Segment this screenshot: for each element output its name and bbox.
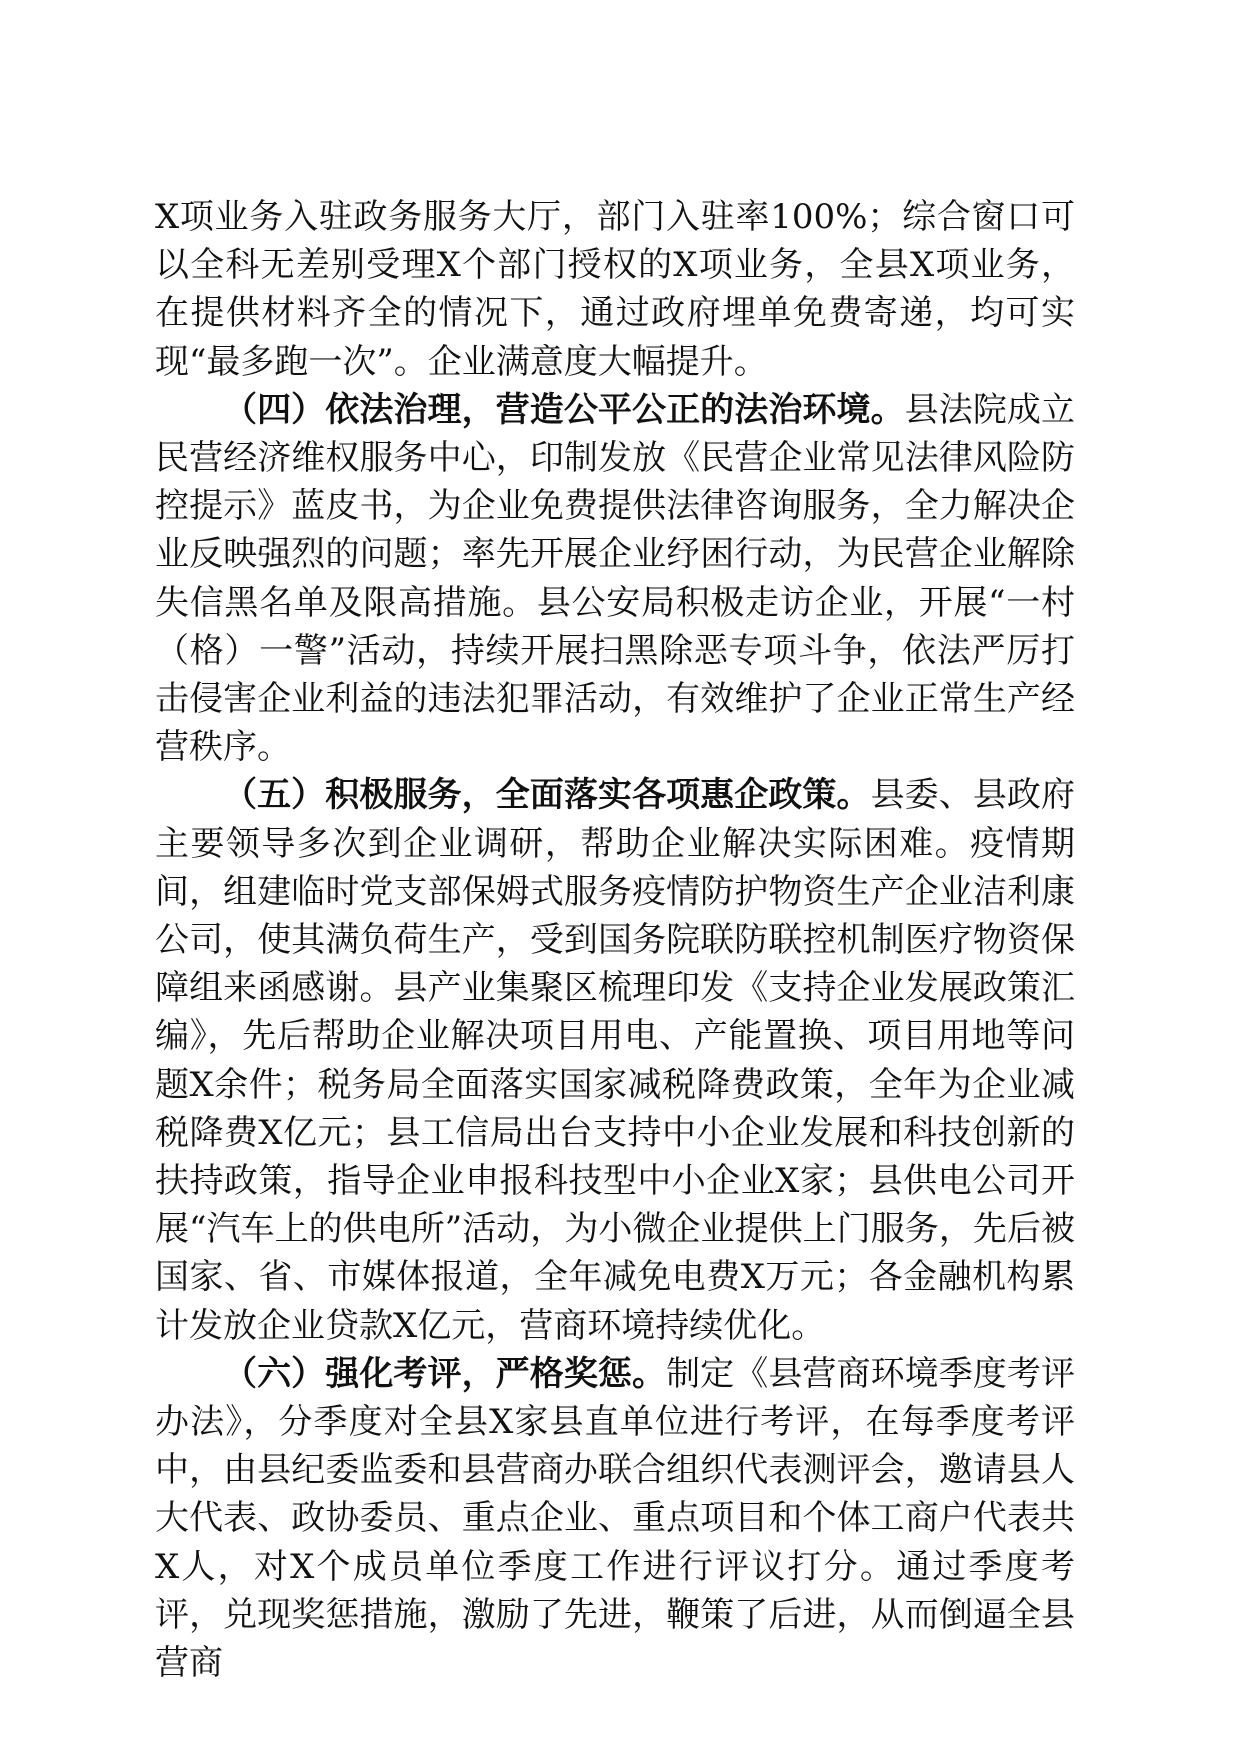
paragraph-section-5	[155, 771, 1075, 1349]
document-body	[155, 193, 1075, 1687]
paragraph-text: X项业务入驻政务服务大厅，部门入驻率100%；综合窗口可以全科无差别受理X个部门授权的X项业务，全县X项业务，在提供材料齐全的情况下，通过政府埋单免费寄递，均可实现“最多跑一次”。企业满意度大幅提升。	[155, 197, 1075, 382]
paragraph-text: 县法院成立民营经济维权服务中心，印制发放《民营企业常见法律风险防控提示》蓝皮书，为企业免费提供法律咨询服务，全力解决企业反映强烈的问题；率先开展企业纾困行动，为民营企业解除失信黑名单及限高措施。县公安局积极走访企业，开展“一村（格）一警”活动，持续开展扫黑除恶专项斗争，依法严厉打击侵害企业利益的违法犯罪活动，有效维护了企业正常生产经营秩序。	[155, 389, 1076, 768]
section-heading-6: （六）强化考评，严格奖惩。	[223, 1353, 667, 1394]
section-heading-4: （四）依法治理，营造公平公正的法治环境。	[223, 389, 905, 430]
paragraph-text: 县委、县政府主要领导多次到企业调研，帮助企业解决实际困难。疫情期间，组建临时党支部保姆式服务疫情防护物资生产企业洁利康公司，使其满负荷生产，受到国务院联防联控机制医疗物资保障组来函感谢。县产业集聚区梳理印发《支持企业发展政策汇编》，先后帮助企业解决项目用电、产能置换、项目用地等问题X余件；税务局全面落实国家减税降费政策，全年为企业减税降费X亿元；县工信局出台支持中小企业发展和科技创新的扶持政策，指导企业申报科技型中小企业X家；县供电公司开展“汽车上的供电所”活动，为小微企业提供上门服务，先后被国家、省、市媒体报道，全年减免电费X万元；各金融机构累计发放企业贷款X亿元，营商环境持续优化。	[155, 775, 1076, 1346]
section-heading-5: （五）积极服务，全面落实各项惠企政策。	[223, 775, 871, 816]
paragraph-section-6	[155, 1350, 1075, 1687]
paragraph-text: 制定《县营商环境季度考评办法》，分季度对全县X家县直单位进行考评，在每季度考评中，由县纪委监委和县营商办联合组织代表测评会，邀请县人大代表、政协委员、重点企业、重点项目和个体工商户代表共X人，对X个成员单位季度工作进行评议打分。通过季度考评，兑现奖惩措施，激励了先进，鞭策了后进，从而倒逼全县营商	[155, 1353, 1076, 1684]
paragraph-section-4	[155, 386, 1075, 772]
paragraph-continuation	[155, 193, 1075, 386]
